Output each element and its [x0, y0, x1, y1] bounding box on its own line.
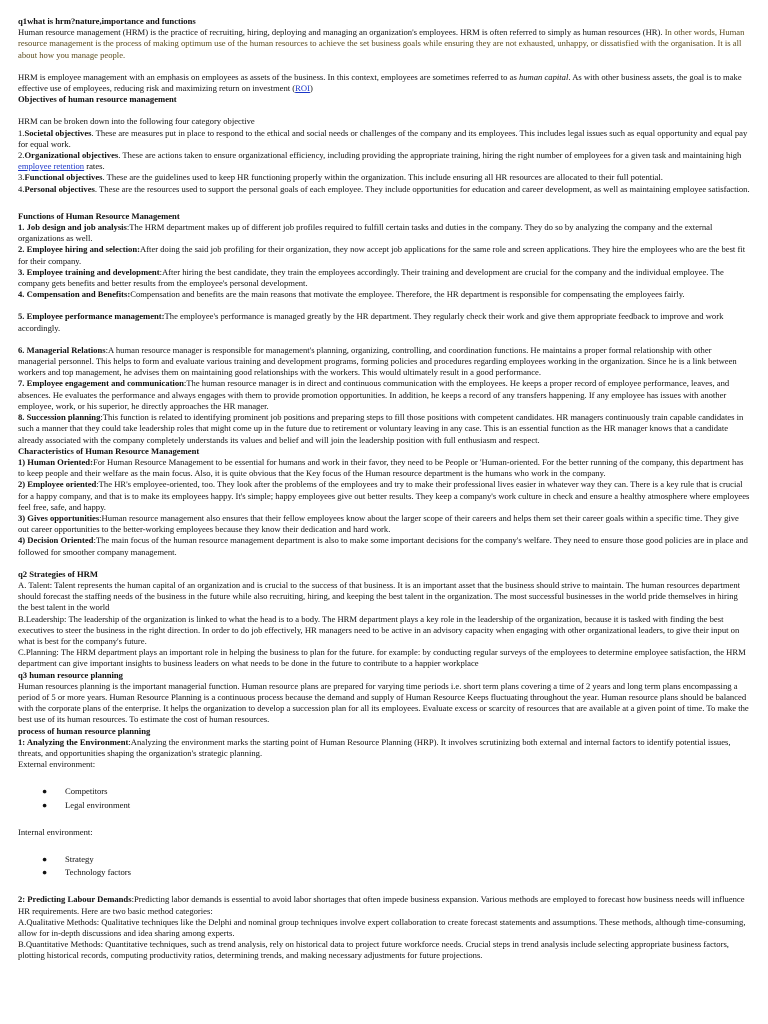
list-item: ● Competitors	[42, 786, 108, 797]
qualitative-methods: A.Qualitative Methods: Qualitative techniques like the Delphi and nominal group techniques involve expert collaboration to create forecast statements and assumptions. These methods, although time-consuming, allow for in-depth discussions and idea sharing among experts.	[18, 916, 746, 939]
function-item: 4. Compensation and Benefits:Compensation and benefits are the main reasons that motivate the employee. Therefore, the HR department is responsible for compensating the employees fairly.	[18, 289, 685, 300]
characteristic-item: 3) Gives opportunities:Human resource management also ensures that their fellow employees know about the larger scope of their careers and helps them set their career goals within a specific time. They give out career opportunities to the better-working employees because they know their dedication and hard work.	[18, 512, 739, 535]
internal-environment-list	[18, 854, 750, 878]
process-step-1: 1: Analyzing the Environment:Analyzing the environment marks the starting point of Human Resource Planning (HRP). It involves scrutinizing both external and internal factors to identify potential issues, threats, and opportunities shaping the organization's strategic planning.	[18, 736, 731, 758]
functions-heading: Functions of Human Resource Management	[18, 210, 180, 221]
bullet-icon: ●	[42, 799, 48, 810]
q1-title: q1what is hrm?nature,importance and functions	[18, 16, 196, 26]
intro-paragraph: Human resource management (HRM) is the practice of recruiting, hiring, deploying and managing an organization's employees. HRM is often referred to simply as human resources (HR). In other words, Human resource management is the process of making optimum use of the human resources to achieve the set business goals while ensuring they are not exhausted, unhappy, or dissatisfied with the organisation. It is all about how you manage people.	[18, 27, 745, 60]
quantitative-methods: B.Quantitative Methods: Quantitative techniques, such as trend analysis, rely on historical data to project future workforce needs. Crucial steps in trend analysis include selecting appropriate business factors, plotting historical records, computing productivity ratios, determining trends, and making necessary adjustments for future projections.	[18, 939, 729, 961]
internal-environment-label: Internal environment:	[18, 826, 93, 837]
objective-item: 3.Functional objectives. These are the guidelines used to keep HR functioning properly within the organization. This include ensuring all HR resources are allocated to their full potential.	[18, 172, 663, 183]
objectives-intro: HRM can be broken down into the following four category objective	[18, 116, 255, 127]
q3-paragraph: Human resources planning is the important managerial function. Human resource plans are prepared for varying time periods i.e. short term plans covering a time of 2 years and long term plans encompassing a period of 5 or more years. Human Resource Planning is a continuous process because the demand and supply of Human Resource Keeps fluctuating throughout the year. Human resource plans should be balanced with the corporate plans of the enterprise. It helps the organization to develop a succession plan for all its employees. Evaluate excess or scarcity of resources that are available at a given point of time. To make the best use of its human resources. To estimate the cost of human resources.	[18, 680, 749, 725]
external-environment-label: External environment:	[18, 759, 96, 770]
objective-item: 4.Personal objectives. These are the resources used to support the personal goals of each employee. They include opportunities for education and career development, as well as maintaining employee satisfaction.	[18, 183, 750, 194]
bullet-icon: ●	[42, 786, 48, 797]
bullet-icon: ●	[42, 854, 48, 864]
function-item: 2. Employee hiring and selection:After doing the said job profiling for their organization, they now accept job applications for the same role and screen applications. They hire the employees who are the best fit for their company.	[18, 244, 746, 266]
characteristic-item: 4) Decision Oriented:The main focus of the human resource management department is also to make some important decisions for the company's welfare. They need to ensure those good policies are in place and followed for smoother company management.	[18, 535, 748, 557]
objective-item: 2.Organizational objectives. These are actions taken to ensure organizational efficiency, including providing the appropriate training, hiring the right number of employees for a given task and maintaining high employee retention rates.	[18, 150, 742, 172]
strategy-item: C.Planning: The HRM department plays an important role in helping the business to plan for the future. for example: by conducting regular surveys of the employees to determine employee satisfaction, the HRM department can give important insights to business leaders on what needs to be done in the future to contribute to a happier workplace	[18, 647, 746, 669]
function-item: 6. Managerial Relations:A human resource manager is responsible for management's planning, organizing, controlling, and coordination functions. He maintains a proper formal relationship with other managerial personnel. This helps to form and evaluate various training and development programs, forming policies and procedures regarding employees working in the organization. Since he is a link between workers and top management, he advises them on maintaining good relationships with the workers. This would ultimately result in a good performance.	[18, 344, 737, 378]
roi-link[interactable]: ROI	[295, 83, 310, 94]
q2-heading: q2 Strategies of HRM	[18, 568, 98, 579]
objectives-heading: Objectives of human resource management	[18, 94, 177, 105]
function-item: 7. Employee engagement and communication:The human resource manager is in direct and continuous communication with the employees. He keeps a proper record of employee performance, leaves, and absences. He evaluates the performance and always engages with them to provide promotion opportunities. In addition, he keeps a record of any transfers happening. If any employee has issues with another employee, work, or his superior, he directly approaches the HR manager.	[18, 378, 730, 411]
list-item: ● Legal environment	[42, 799, 131, 810]
strategy-item: B.Leadership: The leadership of the organization is linked to what the head is to a body. The HRM department plays a key role in the leadership of the organization, because it is tasked with finding the best executives to steer the business in the right direction. In order to do job effectively, HR managers need to be active in an advisory capacity when engaging with other organizational leaders, to give their input on what is best for the company's future.	[18, 613, 740, 646]
characteristics-heading: Characteristics of Human Resource Management	[18, 445, 200, 456]
process-step-2: 2: Predicting Labour Demands:Predicting labor demands is essential to avoid labor shortages that often impede business expansion. Various methods are employed to forecast how business needs will influence HR requirements. Here are two basic method categories:	[18, 894, 745, 916]
employee-retention-link[interactable]: employee retention	[18, 161, 85, 172]
characteristic-item: 2) Employee oriented:The HR's employee-oriented, too. They look after the problems of the employees and try to make their professional lives easier in whatever way they can. There is a key rule that is crucial for a happy company, and that is to make its employees happy. It's simple; happy employees give out better results. They keep a company's work culture in check and ensure a healthy atmosphere where employees feel free, safe, and happy.	[18, 479, 750, 512]
process-heading: process of human resource planning	[18, 725, 151, 736]
function-item: 5. Employee performance management:The employee's performance is managed greatly by the HR department. They regularly check their work and give them appropriate feedback to improve and work accordingly.	[18, 311, 724, 333]
function-item: 3. Employee training and development:After hiring the best candidate, they train the employees accordingly. Their training and development are crucial for the company and the individual employee. The company gets benefits and better results from the employee's personal development.	[18, 266, 724, 289]
objective-item: 1.Societal objectives. These are measures put in place to respond to the ethical and social needs or challenges of the company and its employees. This includes legal issues such as equal opportunity and equal pay for equal work.	[18, 127, 748, 149]
characteristic-item: 1) Human Oriented:For Human Resource Management to be essential for humans and work in their favor, they need to be People or 'Human-oriented. For the better running of the company, this department has to keep people and their welfare as the main focus. Also, it is quite obvious that the Key focus of the Human resource department is the humans who work in the company.	[18, 456, 744, 479]
hrm-definition-paragraph: HRM is employee management with an emphasis on employees as assets of the business. In this context, employees are sometimes referred to as human capital. As with other business assets, the goal is to make effective use of employees, reducing risk and maximizing return on investment (ROI)	[18, 71, 742, 94]
external-environment-list	[18, 786, 750, 810]
strategy-item: A. Talent: Talent represents the human capital of an organization and is crucial to the success of that business. It is an important asset that the business should strive to maintain. The human resources department should forecast the staffing needs of the business in the future while also recruiting, hiring, and keeping the best talent in the organization. The most successful businesses in the world pride themselves in hiring the best talent in the world	[18, 579, 740, 613]
q3-heading: q3 human resource planning	[18, 669, 123, 680]
function-item: 1. Job design and job analysis:The HRM department makes up of different job profiles required to fulfill certain tasks and duties in the company. They do so by analyzing the company and the external organizations as well.	[18, 222, 713, 244]
bullet-icon: ●	[42, 867, 48, 878]
list-item: ● Strategy	[42, 854, 94, 864]
function-item: 8. Succession planning:This function is related to identifying prominent job positions and preparing steps to fill those positions with competent candidates. HR managers continuously train capable candidates in such a manner that they could take leadership roles that might come up in the future due to retirement or voluntary leaving in any case. This is an essential function as the HR manager knows that a candidate already associated with the company completely understands its values and belief and will join the leadership position with full enthusiasm and respect.	[18, 412, 744, 445]
list-item: ● Technology factors	[42, 867, 131, 878]
